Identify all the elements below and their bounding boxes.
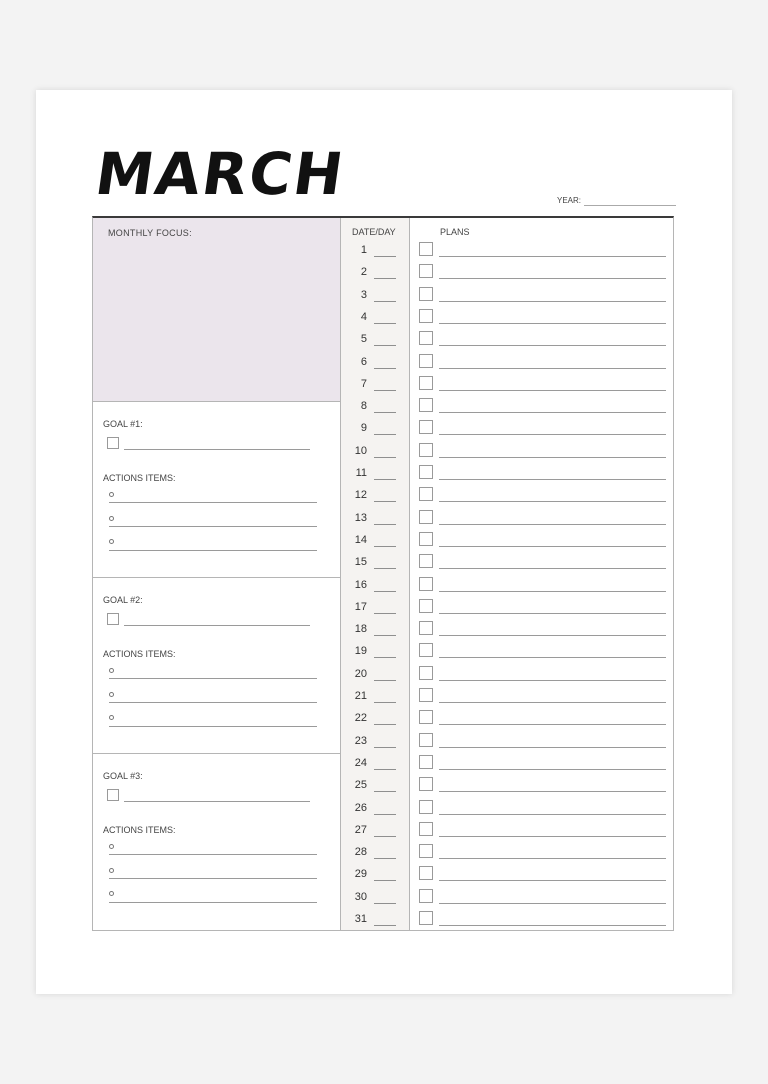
day-number: 31 — [354, 913, 367, 925]
day-write-line[interactable] — [374, 858, 396, 859]
plan-write-line[interactable] — [439, 479, 666, 480]
day-write-line[interactable] — [374, 301, 396, 302]
plan-checkbox[interactable] — [419, 376, 433, 390]
day-write-line[interactable] — [374, 769, 396, 770]
plan-write-line[interactable] — [439, 412, 666, 413]
day-write-line[interactable] — [374, 278, 396, 279]
plan-write-line[interactable] — [439, 568, 666, 569]
plan-checkbox[interactable] — [419, 420, 433, 434]
day-write-line[interactable] — [374, 635, 396, 636]
plan-write-line[interactable] — [439, 724, 666, 725]
bullet-icon — [109, 715, 114, 720]
month-title: MARCH — [91, 140, 350, 208]
plan-write-line[interactable] — [439, 903, 666, 904]
day-write-line[interactable] — [374, 814, 396, 815]
day-write-line[interactable] — [374, 457, 396, 458]
day-write-line[interactable] — [374, 479, 396, 480]
action-item-line[interactable] — [109, 702, 317, 703]
goal-checkbox[interactable] — [107, 437, 119, 449]
action-item-line[interactable] — [109, 502, 317, 503]
plan-checkbox[interactable] — [419, 666, 433, 680]
plan-checkbox[interactable] — [419, 889, 433, 903]
plan-write-line[interactable] — [439, 434, 666, 435]
day-number: 10 — [354, 444, 367, 457]
plan-write-line[interactable] — [439, 657, 666, 658]
day-number: 9 — [360, 422, 367, 435]
plan-checkbox[interactable] — [419, 866, 433, 880]
plan-write-line[interactable] — [439, 345, 666, 346]
goal-label: GOAL #1: — [103, 419, 143, 429]
day-number: 30 — [354, 890, 367, 903]
plan-write-line[interactable] — [439, 680, 666, 681]
day-number: 18 — [354, 623, 367, 636]
plan-checkbox[interactable] — [419, 844, 433, 858]
plan-write-line[interactable] — [439, 880, 666, 881]
plan-write-line[interactable] — [439, 791, 666, 792]
monthly-focus-label: MONTHLY FOCUS: — [108, 228, 192, 238]
plan-write-line[interactable] — [439, 591, 666, 592]
day-write-line[interactable] — [374, 345, 396, 346]
plan-write-line[interactable] — [439, 635, 666, 636]
plan-checkbox[interactable] — [419, 554, 433, 568]
date-day-column — [341, 218, 410, 930]
day-number: 4 — [360, 310, 367, 323]
actions-items-label: ACTIONS ITEMS: — [103, 649, 176, 659]
day-number: 20 — [354, 667, 367, 680]
bullet-icon — [109, 516, 114, 521]
plan-checkbox[interactable] — [419, 577, 433, 591]
action-item-line[interactable] — [109, 550, 317, 551]
plan-write-line[interactable] — [439, 457, 666, 458]
action-item-line[interactable] — [109, 902, 317, 903]
day-write-line[interactable] — [374, 501, 396, 502]
day-number: 13 — [354, 511, 367, 524]
day-number: 16 — [354, 578, 367, 591]
day-write-line[interactable] — [374, 546, 396, 547]
plan-checkbox[interactable] — [419, 398, 433, 412]
actions-items-label: ACTIONS ITEMS: — [103, 473, 176, 483]
day-number: 5 — [360, 333, 367, 346]
day-number: 1 — [360, 244, 367, 256]
goal-section-3 — [93, 754, 340, 930]
day-write-line[interactable] — [374, 702, 396, 703]
left-column — [93, 218, 341, 930]
plan-checkbox[interactable] — [419, 465, 433, 479]
plan-checkbox[interactable] — [419, 688, 433, 702]
planner-grid — [92, 216, 674, 931]
action-item-line[interactable] — [109, 878, 317, 879]
day-write-line[interactable] — [374, 368, 396, 369]
year-label: YEAR: — [557, 196, 582, 205]
plan-checkbox[interactable] — [419, 309, 433, 323]
day-number: 26 — [354, 801, 367, 814]
day-number: 3 — [360, 288, 367, 301]
year-field-line[interactable] — [584, 205, 676, 206]
plans-column — [410, 218, 673, 930]
day-write-line[interactable] — [374, 791, 396, 792]
day-number: 21 — [354, 690, 367, 702]
bullet-icon — [109, 539, 114, 544]
bullet-icon — [109, 492, 114, 497]
goal-write-line[interactable] — [124, 801, 310, 802]
plan-checkbox[interactable] — [419, 800, 433, 814]
goal-checkbox[interactable] — [107, 613, 119, 625]
day-write-line[interactable] — [374, 434, 396, 435]
plan-write-line[interactable] — [439, 390, 666, 391]
day-number: 7 — [360, 377, 367, 390]
date-day-header: DATE/DAY — [352, 227, 396, 237]
plan-write-line[interactable] — [439, 814, 666, 815]
plan-checkbox[interactable] — [419, 755, 433, 769]
plan-write-line[interactable] — [439, 524, 666, 525]
day-number: 25 — [354, 779, 367, 792]
day-write-line[interactable] — [374, 836, 396, 837]
plan-checkbox[interactable] — [419, 777, 433, 791]
plan-checkbox[interactable] — [419, 242, 433, 256]
goal-write-line[interactable] — [124, 625, 310, 626]
day-number: 23 — [354, 734, 367, 747]
plan-write-line[interactable] — [439, 546, 666, 547]
day-number: 15 — [354, 556, 367, 569]
plan-write-line[interactable] — [439, 836, 666, 837]
day-number: 14 — [354, 533, 367, 546]
day-number: 24 — [354, 756, 367, 769]
plans-header: PLANS — [440, 227, 470, 237]
bullet-icon — [109, 868, 114, 873]
day-number: 27 — [354, 823, 367, 836]
plan-checkbox[interactable] — [419, 599, 433, 613]
plan-checkbox[interactable] — [419, 532, 433, 546]
plan-write-line[interactable] — [439, 368, 666, 369]
plan-write-line[interactable] — [439, 747, 666, 748]
day-write-line[interactable] — [374, 657, 396, 658]
action-item-line[interactable] — [109, 526, 317, 527]
plan-write-line[interactable] — [439, 301, 666, 302]
plan-checkbox[interactable] — [419, 287, 433, 301]
goal-label: GOAL #2: — [103, 595, 143, 605]
day-write-line[interactable] — [374, 747, 396, 748]
plan-checkbox[interactable] — [419, 264, 433, 278]
day-number: 28 — [354, 846, 367, 859]
day-write-line[interactable] — [374, 880, 396, 881]
goal-write-line[interactable] — [124, 449, 310, 450]
plan-write-line[interactable] — [439, 702, 666, 703]
day-write-line[interactable] — [374, 412, 396, 413]
action-item-line[interactable] — [109, 678, 317, 679]
plan-write-line[interactable] — [439, 613, 666, 614]
day-number: 6 — [360, 355, 367, 368]
day-write-line[interactable] — [374, 568, 396, 569]
bullet-icon — [109, 692, 114, 697]
plan-checkbox[interactable] — [419, 822, 433, 836]
action-item-line[interactable] — [109, 726, 317, 727]
day-write-line[interactable] — [374, 256, 396, 257]
plan-checkbox[interactable] — [419, 354, 433, 368]
plan-write-line[interactable] — [439, 858, 666, 859]
day-write-line[interactable] — [374, 613, 396, 614]
monthly-focus-box[interactable] — [93, 218, 340, 402]
plan-checkbox[interactable] — [419, 911, 433, 925]
goal-section-2 — [93, 578, 340, 754]
plan-checkbox[interactable] — [419, 443, 433, 457]
day-number: 29 — [354, 868, 367, 881]
plan-write-line[interactable] — [439, 501, 666, 502]
goal-label: GOAL #3: — [103, 771, 143, 781]
bullet-icon — [109, 668, 114, 673]
day-write-line[interactable] — [374, 591, 396, 592]
day-number: 19 — [354, 645, 367, 658]
bullet-icon — [109, 844, 114, 849]
plan-checkbox[interactable] — [419, 733, 433, 747]
plan-checkbox[interactable] — [419, 643, 433, 657]
goal-checkbox[interactable] — [107, 789, 119, 801]
day-write-line[interactable] — [374, 323, 396, 324]
action-item-line[interactable] — [109, 854, 317, 855]
day-number: 11 — [355, 467, 367, 479]
plan-checkbox[interactable] — [419, 510, 433, 524]
day-number: 22 — [354, 712, 367, 725]
actions-items-label: ACTIONS ITEMS: — [103, 825, 176, 835]
day-write-line[interactable] — [374, 925, 396, 926]
plan-write-line[interactable] — [439, 925, 666, 926]
day-number: 8 — [360, 400, 367, 413]
goal-section-1 — [93, 402, 340, 578]
day-number: 12 — [354, 489, 367, 502]
day-number: 2 — [360, 266, 367, 279]
plan-checkbox[interactable] — [419, 487, 433, 501]
plan-write-line[interactable] — [439, 769, 666, 770]
day-write-line[interactable] — [374, 903, 396, 904]
plan-write-line[interactable] — [439, 256, 666, 257]
day-number: 17 — [354, 600, 367, 613]
day-write-line[interactable] — [374, 524, 396, 525]
bullet-icon — [109, 891, 114, 896]
plan-checkbox[interactable] — [419, 710, 433, 724]
day-write-line[interactable] — [374, 390, 396, 391]
day-write-line[interactable] — [374, 724, 396, 725]
plan-write-line[interactable] — [439, 323, 666, 324]
plan-write-line[interactable] — [439, 278, 666, 279]
plan-checkbox[interactable] — [419, 331, 433, 345]
day-write-line[interactable] — [374, 680, 396, 681]
plan-checkbox[interactable] — [419, 621, 433, 635]
